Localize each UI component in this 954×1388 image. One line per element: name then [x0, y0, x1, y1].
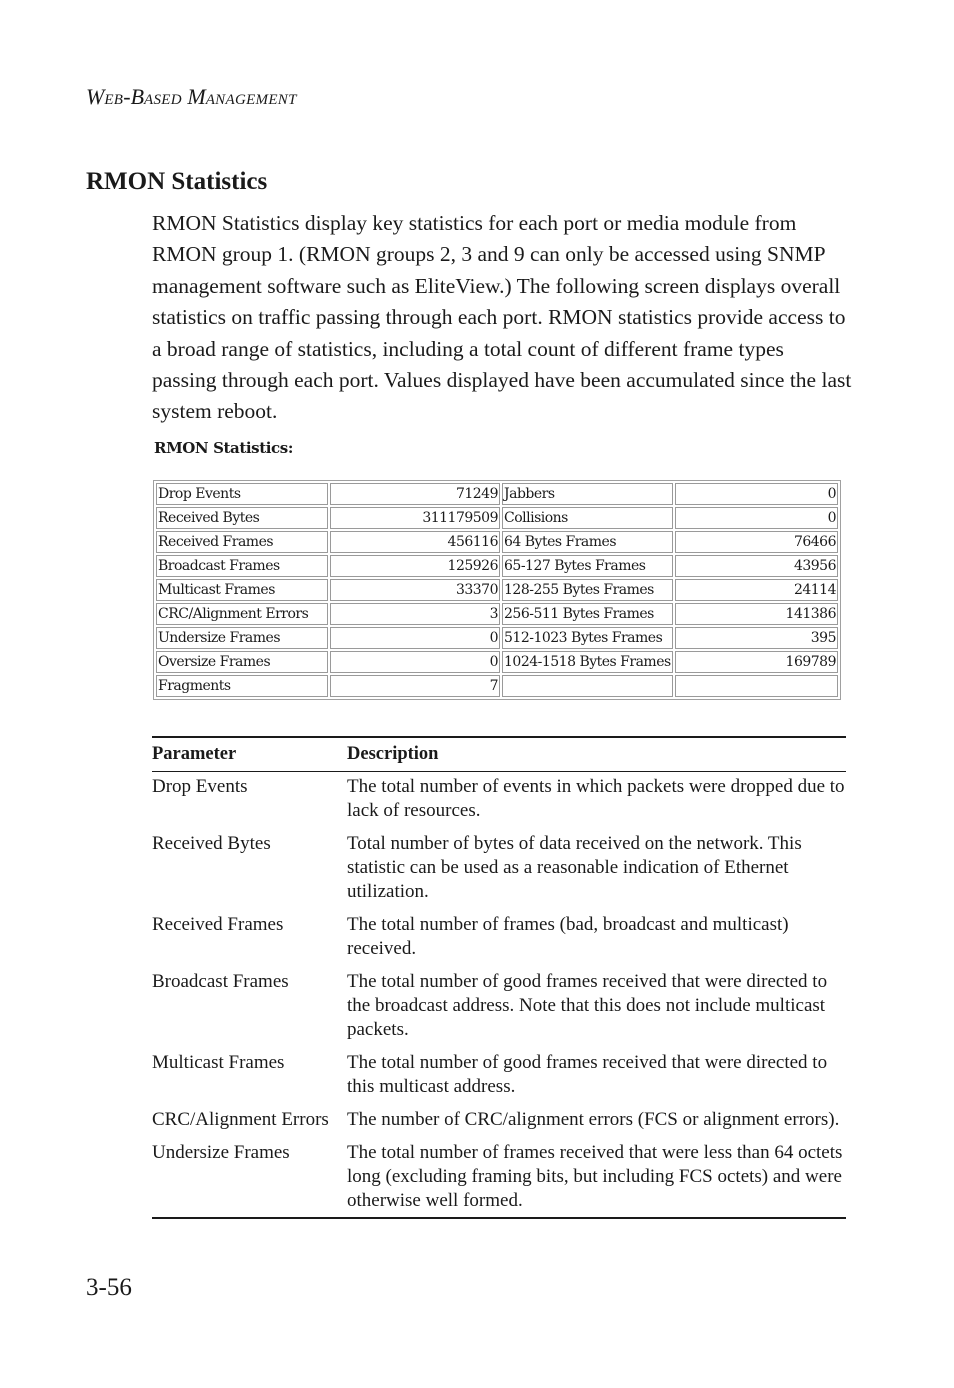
parameter-name: CRC/Alignment Errors [152, 1109, 329, 1130]
rmon-statistics-table [153, 480, 841, 700]
stat-label: Collisions [502, 507, 673, 529]
stat-label: 65-127 Bytes Frames [502, 555, 673, 577]
stat-label: Drop Events [156, 483, 328, 505]
stats-row [156, 627, 838, 649]
stats-row [156, 579, 838, 601]
stat-label: Broadcast Frames [156, 555, 328, 577]
stat-value: 0 [330, 651, 500, 673]
parameter-description: The number of CRC/alignment errors (FCS or alignment errors). [347, 1109, 840, 1130]
section-title: RMON Statistics [86, 168, 268, 195]
parameter-row [152, 832, 846, 904]
stat-value: 33370 [330, 579, 500, 601]
stat-label: 64 Bytes Frames [502, 531, 673, 553]
running-head-eb: EB [104, 92, 124, 108]
stat-label [502, 675, 673, 697]
stat-value: 3 [330, 603, 500, 625]
stat-value: 0 [330, 627, 500, 649]
parameter-table-header [152, 738, 846, 771]
stats-row [156, 651, 838, 673]
stat-value: 71249 [330, 483, 500, 505]
stat-label: Undersize Frames [156, 627, 328, 649]
running-head-dash-b: -B [123, 84, 145, 109]
stats-row [156, 531, 838, 553]
parameter-name: Broadcast Frames [152, 971, 289, 992]
parameter-name: Multicast Frames [152, 1052, 285, 1073]
stat-value: 7 [330, 675, 500, 697]
screenshot-caption: RMON Statistics: [154, 439, 293, 457]
stats-row [156, 483, 838, 505]
parameter-name: Drop Events [152, 776, 248, 797]
stat-label: Oversize Frames [156, 651, 328, 673]
stat-value: 0 [675, 483, 838, 505]
stat-label: CRC/Alignment Errors [156, 603, 328, 625]
stat-value: 0 [675, 507, 838, 529]
parameter-name: Undersize Frames [152, 1142, 290, 1163]
stat-label: 128-255 Bytes Frames [502, 579, 673, 601]
parameter-row [152, 913, 846, 961]
running-head-m: M [187, 84, 206, 109]
header-description: Description [347, 744, 439, 764]
stat-value: 169789 [675, 651, 838, 673]
stat-value: 456116 [330, 531, 500, 553]
parameter-row [152, 775, 846, 823]
parameter-description: The total number of good frames received that were directed to the broadcast address. Note that this does not include multicast packets. [347, 971, 828, 1040]
stat-value: 141386 [675, 603, 838, 625]
stats-row [156, 555, 838, 577]
stat-label: Jabbers [502, 483, 673, 505]
parameter-description: The total number of events in which packets were dropped due to lack of resources. [347, 776, 845, 821]
running-head-w: W [86, 84, 105, 109]
intro-paragraph: RMON Statistics display key statistics for each port or media module from RMON group 1. (RMON groups 2, 3 and 9 can only be accessed using SNMP management software such as EliteView.) The following screen displays overall statistics on traffic passing through each port. RMON statistics provide access to a broad range of statistics, including a total count of different frame types passing through each port. Values displayed have been accumulated since the last system reboot. [152, 211, 852, 424]
parameter-row [152, 1141, 846, 1213]
parameter-description: The total number of frames received that were less than 64 octets long (excluding framing bits, but including FCS octets) and were otherwise well formed. [347, 1142, 843, 1211]
running-head [86, 84, 297, 110]
parameter-row [152, 1051, 846, 1099]
header-rule [152, 771, 846, 772]
stat-value: 43956 [675, 555, 838, 577]
running-head-anagement: ANAGEMENT [205, 92, 297, 108]
page-number: 3-56 [86, 1274, 132, 1301]
running-head-ased: ASED [144, 92, 182, 108]
stat-value: 24114 [675, 579, 838, 601]
stat-value: 311179509 [330, 507, 500, 529]
stat-label: 512-1023 Bytes Frames [502, 627, 673, 649]
parameter-description: The total number of frames (bad, broadcast and multicast) received. [347, 914, 789, 959]
stats-row [156, 507, 838, 529]
parameter-table [152, 736, 846, 1219]
stat-label: 256-511 Bytes Frames [502, 603, 673, 625]
header-parameter: Parameter [152, 744, 237, 764]
stat-value: 125926 [330, 555, 500, 577]
stat-value [675, 675, 838, 697]
stats-row [156, 675, 838, 697]
stat-label: Fragments [156, 675, 328, 697]
parameter-description: The total number of good frames received that were directed to this multicast address. [347, 1052, 828, 1097]
parameter-row [152, 1108, 846, 1132]
stat-value: 76466 [675, 531, 838, 553]
stat-label: Received Frames [156, 531, 328, 553]
table-bottom-rule [152, 1217, 846, 1219]
stat-value: 395 [675, 627, 838, 649]
parameter-name: Received Bytes [152, 833, 271, 854]
stat-label: Multicast Frames [156, 579, 328, 601]
parameter-name: Received Frames [152, 914, 284, 935]
parameter-row [152, 970, 846, 1042]
stat-label: 1024-1518 Bytes Frames [502, 651, 673, 673]
stat-label: Received Bytes [156, 507, 328, 529]
stats-row [156, 603, 838, 625]
parameter-description: Total number of bytes of data received on the network. This statistic can be used as a reasonable indication of Ethernet utilization. [347, 833, 802, 902]
